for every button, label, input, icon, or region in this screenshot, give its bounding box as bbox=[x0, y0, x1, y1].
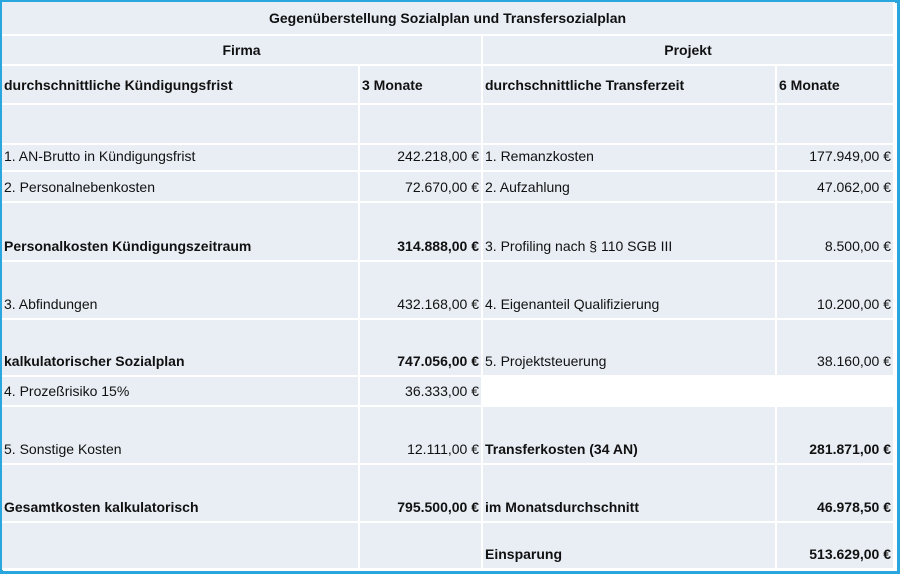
projekt-row-value: 10.200,00 € bbox=[777, 262, 895, 320]
projekt-row-value: 177.949,00 € bbox=[777, 145, 895, 172]
projekt-row-value: 38.160,00 € bbox=[777, 320, 895, 377]
projekt-row-label: 5. Projektsteuerung bbox=[483, 320, 777, 377]
firma-subtotal-value: 314.888,00 € bbox=[360, 203, 483, 262]
firma-row-label bbox=[2, 105, 360, 145]
projekt-row-value bbox=[777, 377, 895, 407]
table-title: Gegenüberstellung Sozialplan und Transfersozialplan bbox=[2, 2, 895, 36]
projekt-monthly-value: 46.978,50 € bbox=[777, 465, 895, 523]
firma-row-label: 5. Sonstige Kosten bbox=[2, 407, 360, 465]
firma-row-label bbox=[2, 523, 360, 570]
projekt-row-value bbox=[777, 105, 895, 145]
firma-row-value: 12.111,00 € bbox=[360, 407, 483, 465]
firma-row-label: 4. Prozeßrisiko 15% bbox=[2, 377, 360, 407]
comparison-table bbox=[2, 2, 895, 570]
firma-subtotal-value: 747.056,00 € bbox=[360, 320, 483, 377]
projekt-period-value: 6 Monate bbox=[777, 66, 895, 105]
projekt-monthly-label: im Monatsdurchschnitt bbox=[483, 465, 777, 523]
firma-row-value: 242.218,00 € bbox=[360, 145, 483, 172]
projekt-row-label: 4. Eigenanteil Qualifizierung bbox=[483, 262, 777, 320]
projekt-period-label: durchschnittliche Transferzeit bbox=[483, 66, 777, 105]
projekt-subtotal-label: Transferkosten (34 AN) bbox=[483, 407, 777, 465]
firma-total-label: Gesamtkosten kalkulatorisch bbox=[2, 465, 360, 523]
savings-label: Einsparung bbox=[483, 523, 777, 570]
firma-row-value bbox=[360, 105, 483, 145]
firma-subtotal-label: Personalkosten Kündigungszeitraum bbox=[2, 203, 360, 262]
firma-period-value: 3 Monate bbox=[360, 66, 483, 105]
firma-row-label: 3. Abfindungen bbox=[2, 262, 360, 320]
firma-row-label: 1. AN-Brutto in Kündigungsfrist bbox=[2, 145, 360, 172]
firma-row-value: 36.333,00 € bbox=[360, 377, 483, 407]
firma-row-value: 432.168,00 € bbox=[360, 262, 483, 320]
header-projekt: Projekt bbox=[483, 36, 895, 66]
firma-total-value: 795.500,00 € bbox=[360, 465, 483, 523]
projekt-row-value: 47.062,00 € bbox=[777, 172, 895, 203]
projekt-row-value: 8.500,00 € bbox=[777, 203, 895, 262]
projekt-row-label bbox=[483, 105, 777, 145]
firma-row-value: 72.670,00 € bbox=[360, 172, 483, 203]
firma-row-value bbox=[360, 523, 483, 570]
projekt-row-label: 1. Remanzkosten bbox=[483, 145, 777, 172]
firma-row-label: 2. Personalnebenkosten bbox=[2, 172, 360, 203]
projekt-row-label: 3. Profiling nach § 110 SGB III bbox=[483, 203, 777, 262]
header-firma: Firma bbox=[2, 36, 483, 66]
firma-subtotal-label: kalkulatorischer Sozialplan bbox=[2, 320, 360, 377]
savings-value: 513.629,00 € bbox=[777, 523, 895, 570]
projekt-row-label: 2. Aufzahlung bbox=[483, 172, 777, 203]
projekt-subtotal-value: 281.871,00 € bbox=[777, 407, 895, 465]
firma-period-label: durchschnittliche Kündigungsfrist bbox=[2, 66, 360, 105]
projekt-row-label bbox=[483, 377, 777, 407]
